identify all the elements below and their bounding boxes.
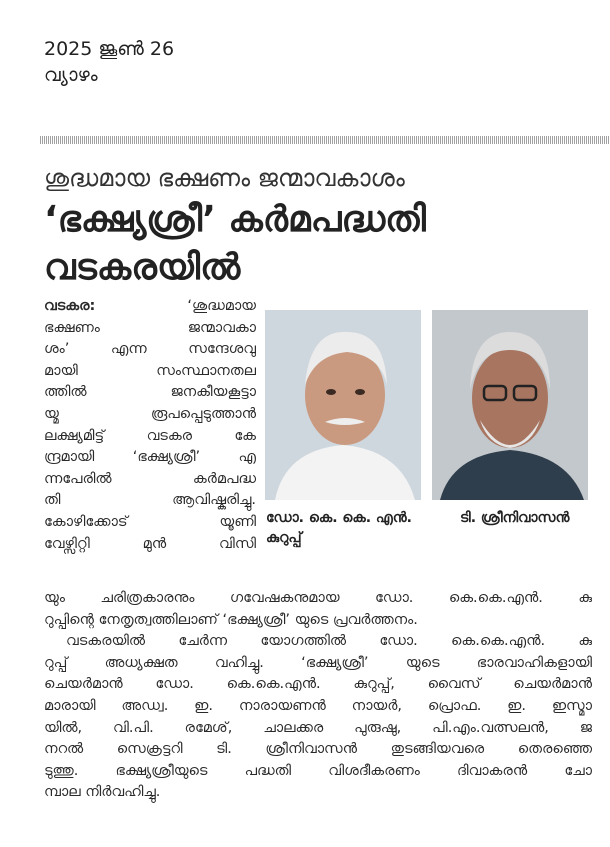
divider-rule (40, 136, 610, 144)
body-line: കോഴിക്കോട് യൂണി (44, 513, 256, 530)
date-block (44, 36, 174, 88)
body-line: റുപ്പിന്റെ നേതൃത്വത്തിലാണ് ‘ഭക്ഷ്യശ്രീ’ യുടെ പ്രവർത്തനം. (44, 611, 418, 628)
article-body-column (44, 296, 256, 555)
body-line: തി ആവിഷ്കരിച്ചു. (44, 492, 256, 509)
date-text: 2025 ജൂൺ 26 (44, 38, 175, 60)
body-line: വേഴ്സിറ്റി മുൻ വിസി (44, 535, 256, 552)
portrait-image (432, 310, 588, 500)
article-kicker: ശുദ്ധമായ ഭക്ഷണം ജന്മാവകാശം (44, 164, 405, 192)
body-line: നറൽ സെക്രട്ടറി ടി. ശ്രീനിവാസൻ തുടങ്ങിയവരെ തെരഞ്ഞെ (44, 741, 592, 758)
body-line: വടകരയിൽ ചേർന്ന യോഗത്തിൽ ഡോ. കെ.കെ.എൻ. കു (66, 633, 592, 650)
photo-caption: ഡോ. കെ. കെ. എൻ. കുറുപ്പ് (266, 510, 413, 546)
headline-line: വടകരയിൽ (44, 247, 241, 288)
headline-line: ‘ഭക്ഷ്യശ്രീ’ കർമപദ്ധതി (44, 199, 426, 240)
body-line: റുപ്പ് അധ്യക്ഷത വഹിച്ചു. ‘ഭക്ഷ്യശ്രീ’ യുടെ ഭാരവാഹികളായി (44, 654, 592, 671)
body-line: ചെയർമാൻ ഡോ. കെ.കെ.എൻ. കുറുപ്പ്, വൈസ് ചെയർമാൻ (44, 676, 592, 693)
body-line: യ്മ രൂപപ്പെടുത്താൻ (44, 405, 256, 422)
photo-t-sreenivasan (432, 310, 588, 500)
photo-kkn-kurup (265, 310, 421, 500)
body-line: ത്തിൽ ജനകീയകൂട്ടാ (44, 384, 256, 401)
body-line: മാരായി അഡ്വ. ഇ. നാരായണൻ നായർ, പ്രൊഫ. ഇ. ഇസ്മാ (44, 697, 592, 714)
weekday-text: വ്യാഴം (44, 64, 98, 86)
body-line: മായി സംസ്ഥാനതല (44, 362, 256, 379)
article-headline (44, 196, 426, 292)
body-line: ടുത്തു. ഭക്ഷ്യശ്രീയുടെ പദ്ധതി വിശദീകരണം ദിവാകരൻ ചോ (44, 762, 592, 779)
article-body-full (44, 588, 592, 804)
body-text: ‘ശുദ്ധമായ (187, 298, 256, 314)
portrait-image (265, 310, 421, 500)
body-line: യും ചരിത്രകാരനും ഗവേഷകനുമായ ഡോ. കെ.കെ.എൻ. കു (44, 590, 592, 606)
body-line: ഭക്ഷണം ജന്മാവകാ (44, 319, 256, 336)
photo-caption: ടി. ശ്രീനിവാസൻ (460, 510, 570, 526)
body-line: മ്പാല നിർവഹിച്ചു. (44, 784, 161, 801)
body-line (44, 296, 256, 318)
body-line: ന്ദ്രമായി ‘ഭക്ഷ്യശ്രീ’ എ (44, 449, 256, 466)
body-line: ശം’ എന്ന സന്ദേശവു (44, 341, 256, 358)
body-line: യിൽ, വി.പി. രമേശ്, ചാലക്കര പുരുഷു, പി.എം.വത്സലൻ, ജ (44, 719, 592, 736)
body-line: ന്നപേരിൽ കർമപദ്ധ (44, 470, 256, 487)
body-line: ലക്ഷ്യമിട്ട് വടകര കേ (44, 427, 256, 444)
dateline: വടകര: (44, 298, 96, 314)
